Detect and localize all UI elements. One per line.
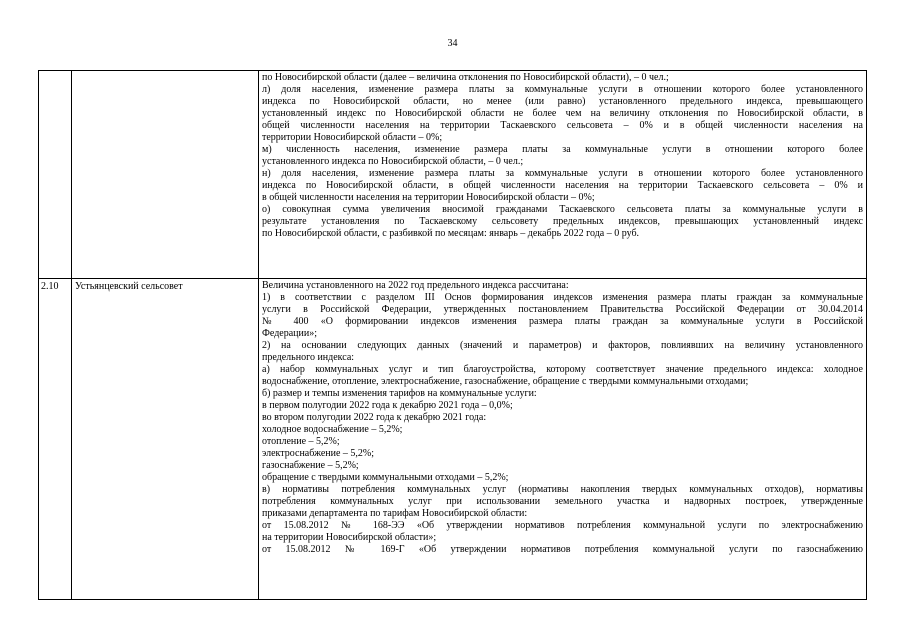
indices-table (38, 70, 867, 600)
text-line: газоснабжение – 5,2%; (262, 460, 359, 471)
text-line: на территории Новосибирской области»; (262, 532, 437, 543)
text-line: по Новосибирской области, с разбивкой по месяцам: январь – декабрь 2022 года – 0 руб. (262, 228, 640, 239)
text-line: электроснабжение – 5,2%; (262, 448, 375, 459)
text-line: установленного индекса по Новосибирской области, – 0 чел.; (262, 156, 524, 167)
text-line: приказами департамента по тарифам Новосибирской области: (262, 508, 528, 519)
description-text (262, 72, 863, 240)
row-number-cell: 2.10 (39, 279, 72, 600)
page-number: 34 (447, 38, 458, 49)
description-cell (259, 71, 867, 279)
text-line: общей численности населения на территории Таскаевского сельсовета – 0% и в общей численности населения на (262, 120, 863, 131)
text-line: б) размер и темпы изменения тарифов на коммунальные услуги: (262, 388, 537, 399)
text-line: Величина установленного на 2022 год предельного индекса рассчитана: (262, 280, 569, 291)
text-line: предельного индекса: (262, 352, 355, 363)
text-line: от 15.08.2012 № 168-ЭЭ «Об утверждении нормативов потребления коммунальной услуги по электроснабжению (262, 520, 863, 531)
text-line: потребления коммунальных услуг при использовании земельного участка и надворных построек, утвержденные (262, 496, 863, 507)
text-line: в общей численности населения на территории Новосибирской области – 0%; (262, 192, 595, 203)
text-line: 1) в соответствии с разделом III Основ формирования индексов изменения размера платы граждан за коммунальные (262, 292, 863, 303)
text-line: холодное водоснабжение – 5,2%; (262, 424, 403, 435)
row-number-cell (39, 71, 72, 279)
text-line: л) доля населения, изменение размера платы за коммунальные услуги в отношении которого более установленного (262, 84, 863, 95)
text-line: обращение с твердыми коммунальными отходами – 5,2%; (262, 472, 509, 483)
description-text (262, 280, 863, 556)
text-line: в) нормативы потребления коммунальных услуг (нормативы накопления твердых коммунальных отходов), нормативы (262, 484, 863, 495)
text-line: индекса по Новосибирской области, но менее (или равно) установленного предельного индекса, превышающего (262, 96, 863, 107)
text-line: установленный индекс по Новосибирской области не более чем на величину отклонения по Новосибирской области, в (262, 108, 863, 119)
text-line: от 15.08.2012 № 169-Г «Об утверждении нормативов потребления коммунальной услуги по газоснабжению (262, 544, 863, 555)
text-line: а) набор коммунальных услуг и тип благоустройства, которому соответствует значение предельного индекса: холодное (262, 364, 863, 375)
text-line: территории Новосибирской области – 0%; (262, 132, 443, 143)
table-row (39, 71, 867, 279)
text-line: 2) на основании следующих данных (значений и параметров) и факторов, повлиявших на величину установленного (262, 340, 863, 351)
text-line: н) доля населения, изменение размера платы за коммунальные услуги в отношении которого более установленного (262, 168, 863, 179)
text-line: во втором полугодии 2022 года к декабрю 2021 года: (262, 412, 487, 423)
text-line: услуги в Российской Федерации, утвержденных постановлением Правительства Российской Федерации от 30.04.2014 (262, 304, 863, 315)
text-line: о) совокупная сумма увеличения вносимой гражданами Таскаевского сельсовета платы за коммунальные услуги в (262, 204, 863, 215)
text-line: результате установления по Таскаевскому сельсовету предельных индексов, превышающих установленный индекс (262, 216, 863, 227)
municipality-name-cell (72, 71, 259, 279)
municipality-name-cell: Устьянцевский сельсовет (72, 279, 259, 600)
description-cell (259, 279, 867, 600)
text-line: Федерации»; (262, 328, 318, 339)
text-line: в первом полугодии 2022 года к декабрю 2021 года – 0,0%; (262, 400, 513, 411)
text-line: индекса по Новосибирской области, в общей численности населения на территории Таскаевского сельсовета – 0% и (262, 180, 863, 191)
text-line: водоснабжение, отопление, электроснабжение, газоснабжение, обращение с твердыми коммунальными отходами; (262, 376, 749, 387)
text-line: по Новосибирской области (далее – величина отклонения по Новосибирской области), – 0 чел.; (262, 72, 669, 83)
text-line: м) численность населения, изменение размера платы за коммунальные услуги в отношении которого более (262, 144, 863, 155)
text-line: отопление – 5,2%; (262, 436, 340, 447)
table-row (39, 279, 867, 600)
text-line: № 400 «О формировании индексов изменения размера платы граждан за коммунальные услуги в Российской (262, 316, 863, 327)
